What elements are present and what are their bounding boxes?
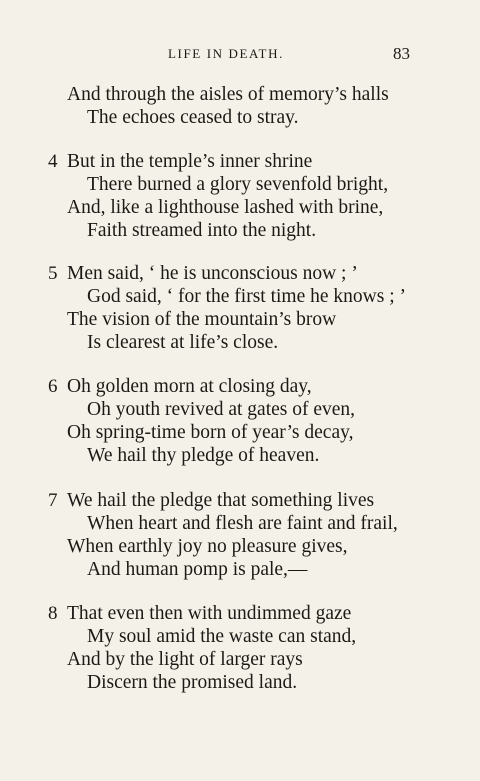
verse-line: The echoes ceased to stray. (87, 107, 299, 128)
verse-line: That even then with undimmed gaze (67, 603, 352, 624)
stanza-number: 7 (48, 490, 58, 511)
stanza-number: 4 (48, 151, 58, 172)
stanza-number: 5 (48, 263, 58, 284)
verse-line: Men said, ‘ he is unconscious now ; ’ (67, 263, 358, 284)
verse-line: And, like a lighthouse lashed with brine, (67, 197, 384, 218)
verse-line: And through the aisles of memory’s halls (67, 84, 389, 105)
verse-line: We hail the pledge that something lives (67, 490, 375, 511)
verse-line: And human pomp is pale,— (87, 559, 308, 580)
verse-line: Is clearest at life’s close. (87, 332, 279, 353)
verse-line: The vision of the mountain’s brow (67, 309, 337, 330)
verse-line: But in the temple’s inner shrine (67, 151, 313, 172)
running-head (0, 44, 480, 68)
page-number: 83 (393, 44, 410, 63)
verse-line: Discern the promised land. (87, 672, 298, 693)
stanza-number: 6 (48, 376, 58, 397)
verse-line: And by the light of larger rays (67, 649, 303, 670)
verse-line: There burned a glory sevenfold bright, (87, 174, 389, 195)
verse-line: Oh spring-time born of year’s decay, (67, 422, 354, 443)
verse-line: We hail thy pledge of heaven. (87, 445, 320, 466)
stanza-number: 8 (48, 603, 58, 624)
verse-line: Oh golden morn at closing day, (67, 376, 312, 397)
verse-line: Faith streamed into the night. (87, 220, 317, 241)
running-title: LIFE IN DEATH. (168, 46, 284, 61)
verse-line: Oh youth revived at gates of even, (87, 399, 356, 420)
verse-line: My soul amid the waste can stand, (87, 626, 357, 647)
verse-line: When heart and flesh are faint and frail, (87, 513, 398, 534)
verse-line: When earthly joy no pleasure gives, (67, 536, 348, 557)
verse-line: God said, ‘ for the first time he knows ; ’ (87, 286, 406, 307)
